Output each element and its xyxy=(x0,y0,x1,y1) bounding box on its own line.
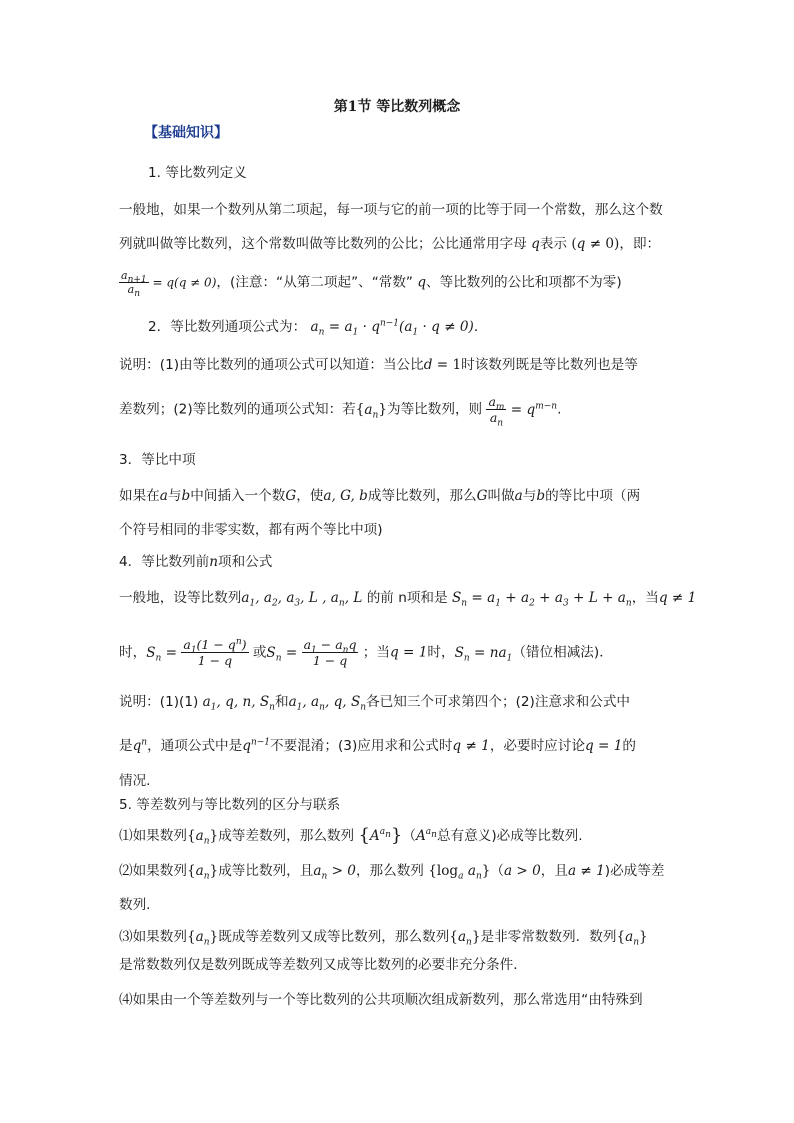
s5-heading: 5. 等差数列与等比数列的区分与联系 xyxy=(119,797,341,813)
s4-para-1: 一般地，设等比数列$a_1$, $a_2$, $a_3$, L , $a_n$, L 的前 n项和是 $S_n = a_1 + a_2 + a_3 + L + a_n$，当q ≠ 1 xyxy=(119,590,697,609)
s5-item-2-cont: 数列. xyxy=(119,897,151,913)
s3-para-2: 个符号相同的非零实数，都有两个等比中项) xyxy=(119,522,383,538)
ratio-fraction: $\frac{a_{n+1}}{a_n}$ xyxy=(121,269,147,300)
section-tag: 【基础知识】 xyxy=(144,125,228,141)
s5-item-3: ⑶如果数列$\{a_n\}$既成等差数列又成等比数列，那么数列$\{a_n\}$是非零常数数列．数列$\{a_n\}$ xyxy=(119,929,648,948)
s4-note-3: 情况. xyxy=(119,773,151,789)
s1-para-1: 一般地，如果一个数列从第二项起，每一项与它的前一项的比等于同一个常数，那么这个数 xyxy=(119,202,663,218)
s5-item-4: ⑷如果由一个等差数列与一个等比数列的公共项顺次组成新数列，那么常选用“由特殊到 xyxy=(119,992,643,1008)
s3-para-1: 如果在a与b中间插入一个数G，使a, G, b成等比数列，那么G叫做a与b的等比中项（两 xyxy=(119,488,641,504)
s4-heading: 4．等比数列前n项和公式 xyxy=(119,554,273,570)
s3-heading: 3．等比中项 xyxy=(119,452,196,468)
s2-note-2: 差数列；(2)等比数列的通项公式知：若$\{a_n\}$为等比数列，则 $\frac{a_m}{a_n}$ = $q^{m-n}$. xyxy=(119,394,562,429)
s5-item-2: ⑵如果数列$\{a_n\}$成等比数列，且$a_n > 0$，那么数列 {$\log_a$ $a_n\}(a > 0$，且a ≠ 1)必成等差 xyxy=(119,863,665,882)
am-an-fraction: $\frac{a_m}{a_n}$ xyxy=(488,394,505,429)
s2-note-1: 说明：(1)由等比数列的通项公式可以知道：当公比d = 1时该数列既是等比数列也是等 xyxy=(119,357,638,373)
s2-heading: 2．等比数列通项公式为： $a_n = a_1 \cdot q^{n-1}(a_1 \cdot q \ne 0)$． xyxy=(148,318,488,338)
sum-fraction-2: $\frac{a_1 - a_nq}{1 - q}$ xyxy=(303,637,357,668)
s1-para-2: 列就叫做等比数列，这个常数叫做等比数列的公比；公比通常用字母 q表示 (q ≠ 0)，即： xyxy=(119,236,661,252)
s1-heading: 1. 等比数列定义 xyxy=(148,165,247,181)
s5-item-3-cont: 是常数数列仅是数列既成等差数列又成等比数列的必要非充分条件． xyxy=(119,957,527,973)
sum-fraction-1: $\frac{a_1(1 - q^n)}{1 - q}$ xyxy=(183,636,247,668)
s4-para-2: 时，$S_n$ = $\frac{a_1(1 - q^n)}{1 - q}$ 或$S_n$ = $\frac{a_1 - a_nq}{1 - q}$ ；当q = 1时，$S_n = na_1$（错位相减法)． xyxy=(119,636,613,668)
s4-note-2: 是$q^n$，通项公式中是$q^{n-1}$不要混淆；(3)应用求和公式时q ≠ 1，必要时应讨论q = 1的 xyxy=(119,737,636,754)
s1-para-3: $\frac{a_{n+1}}{a_n}$ = q(q ≠ 0)，(注意：“从第二项起”、“常数” q、等比数列的公比和项都不为零) xyxy=(121,269,622,300)
s4-note-1: 说明：(1)(1) $a_1$, q, n, $S_n$和$a_1$, $a_n$, q, $S_n$各已知三个可求第四个；(2)注意求和公式中 xyxy=(119,694,631,713)
s5-item-1: ⑴如果数列$\{a_n\}$成等差数列，那么数列 $\{A^{a_n}\}(A^{a_n}$总有意义)必成等比数列. xyxy=(119,825,583,847)
page-title: 第1节 等比数列概念 xyxy=(333,99,461,115)
